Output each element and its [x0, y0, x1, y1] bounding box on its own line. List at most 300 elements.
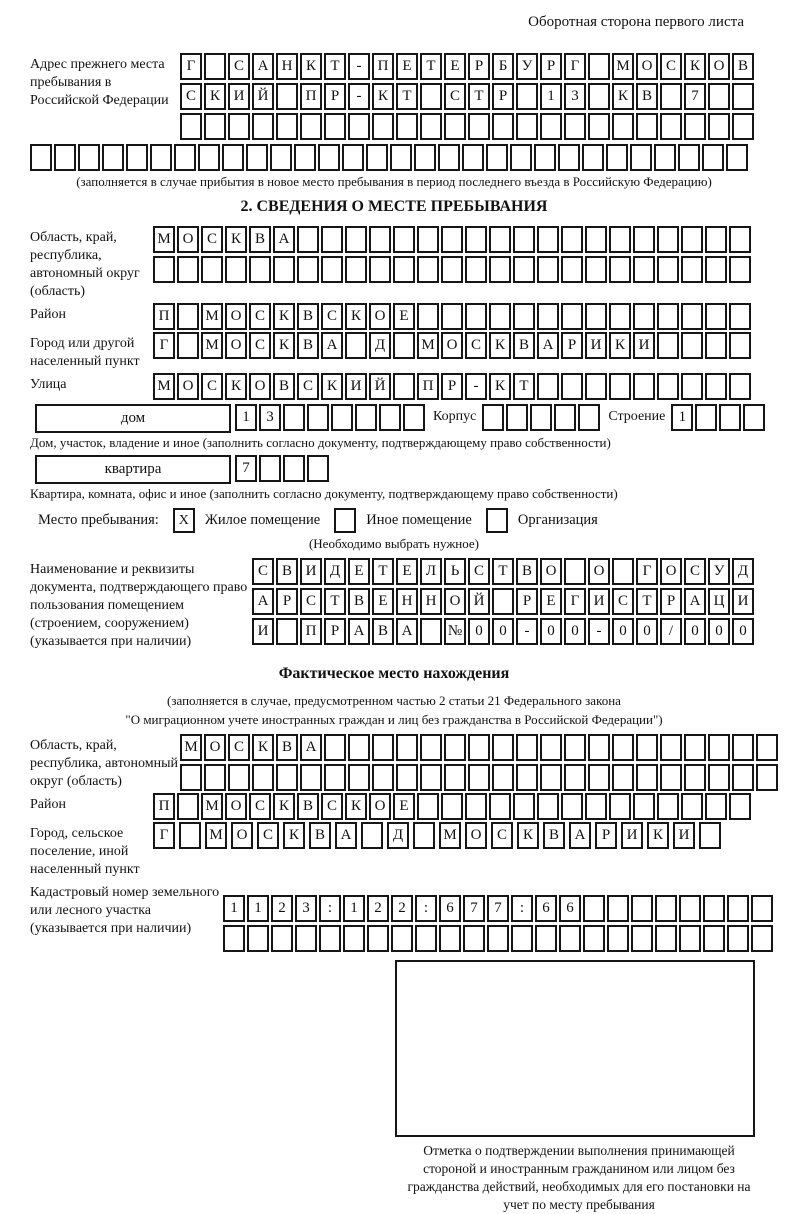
char-box[interactable] [465, 226, 487, 253]
char-box[interactable] [361, 822, 383, 849]
char-box[interactable]: 1 [671, 404, 693, 431]
char-box[interactable]: П [417, 373, 439, 400]
char-box[interactable]: В [297, 332, 319, 359]
char-box[interactable] [393, 226, 415, 253]
char-box[interactable] [660, 83, 682, 110]
char-box[interactable]: К [612, 83, 634, 110]
char-box[interactable]: О [465, 822, 487, 849]
char-box[interactable] [463, 925, 485, 952]
char-box[interactable]: 2 [367, 895, 389, 922]
char-box[interactable]: 3 [564, 83, 586, 110]
char-box[interactable]: В [273, 373, 295, 400]
char-box[interactable]: В [297, 303, 319, 330]
char-box[interactable]: Д [387, 822, 409, 849]
char-box[interactable]: 2 [391, 895, 413, 922]
char-box[interactable] [732, 764, 754, 791]
char-box[interactable] [660, 764, 682, 791]
char-box[interactable] [390, 144, 412, 171]
char-box[interactable]: К [321, 373, 343, 400]
char-box[interactable] [705, 303, 727, 330]
char-box[interactable] [153, 256, 175, 283]
char-box[interactable]: В [276, 734, 298, 761]
char-box[interactable] [558, 144, 580, 171]
char-box[interactable] [222, 144, 244, 171]
char-box[interactable] [561, 303, 583, 330]
char-box[interactable]: С [228, 53, 250, 80]
char-box[interactable]: О [249, 373, 271, 400]
char-box[interactable] [513, 303, 535, 330]
char-box[interactable]: П [300, 83, 322, 110]
char-box[interactable]: К [489, 373, 511, 400]
char-box[interactable]: Г [564, 588, 586, 615]
char-box[interactable] [588, 764, 610, 791]
char-box[interactable] [441, 303, 463, 330]
char-box[interactable] [396, 734, 418, 761]
char-box[interactable] [588, 83, 610, 110]
char-box[interactable]: 1 [247, 895, 269, 922]
char-box[interactable] [657, 256, 679, 283]
char-box[interactable]: 0 [732, 618, 754, 645]
char-box[interactable]: А [252, 53, 274, 80]
char-box[interactable]: К [225, 373, 247, 400]
char-box[interactable] [78, 144, 100, 171]
char-box[interactable] [372, 734, 394, 761]
char-box[interactable] [561, 226, 583, 253]
char-box[interactable] [321, 256, 343, 283]
char-box[interactable] [583, 895, 605, 922]
char-box[interactable]: К [489, 332, 511, 359]
char-box[interactable]: В [348, 588, 370, 615]
char-box[interactable]: В [249, 226, 271, 253]
char-box[interactable] [439, 925, 461, 952]
char-box[interactable] [726, 144, 748, 171]
char-box[interactable]: А [252, 588, 274, 615]
char-box[interactable]: Б [492, 53, 514, 80]
char-box[interactable]: Г [153, 822, 175, 849]
char-box[interactable] [343, 925, 365, 952]
char-box[interactable]: Г [153, 332, 175, 359]
char-box[interactable] [678, 144, 700, 171]
char-box[interactable]: К [300, 53, 322, 80]
char-box[interactable]: К [273, 332, 295, 359]
char-box[interactable] [703, 895, 725, 922]
char-box[interactable] [276, 764, 298, 791]
char-box[interactable] [271, 925, 293, 952]
char-box[interactable]: М [205, 822, 227, 849]
char-box[interactable]: Д [324, 558, 346, 585]
char-box[interactable] [630, 144, 652, 171]
char-box[interactable]: К [372, 83, 394, 110]
char-box[interactable]: Т [636, 588, 658, 615]
char-box[interactable] [506, 404, 528, 431]
char-box[interactable]: Е [372, 588, 394, 615]
char-box[interactable]: Т [513, 373, 535, 400]
char-box[interactable] [396, 113, 418, 140]
char-box[interactable] [391, 925, 413, 952]
char-box[interactable] [482, 404, 504, 431]
char-box[interactable] [249, 256, 271, 283]
char-box[interactable] [252, 764, 274, 791]
char-box[interactable]: О [177, 226, 199, 253]
char-box[interactable]: 6 [535, 895, 557, 922]
char-box[interactable]: Й [369, 373, 391, 400]
char-box[interactable]: В [732, 53, 754, 80]
char-box[interactable]: М [153, 226, 175, 253]
char-box[interactable]: Р [595, 822, 617, 849]
char-box[interactable]: С [201, 226, 223, 253]
char-box[interactable] [513, 256, 535, 283]
char-box[interactable] [705, 373, 727, 400]
char-box[interactable] [348, 113, 370, 140]
char-box[interactable] [30, 144, 52, 171]
char-box[interactable] [444, 113, 466, 140]
char-box[interactable] [318, 144, 340, 171]
char-box[interactable]: С [444, 83, 466, 110]
char-box[interactable]: М [201, 332, 223, 359]
char-box[interactable] [417, 303, 439, 330]
char-box[interactable]: Т [492, 558, 514, 585]
char-box[interactable] [561, 793, 583, 820]
char-box[interactable]: С [297, 373, 319, 400]
char-box[interactable] [513, 793, 535, 820]
char-box[interactable] [102, 144, 124, 171]
char-box[interactable] [348, 734, 370, 761]
char-box[interactable] [150, 144, 172, 171]
char-box[interactable] [684, 734, 706, 761]
char-box[interactable]: М [201, 303, 223, 330]
char-box[interactable] [708, 113, 730, 140]
char-box[interactable]: Т [468, 83, 490, 110]
char-box[interactable]: Д [369, 332, 391, 359]
char-box[interactable] [372, 113, 394, 140]
char-box[interactable]: Г [636, 558, 658, 585]
char-box[interactable]: - [348, 83, 370, 110]
char-box[interactable] [679, 925, 701, 952]
char-box[interactable] [756, 764, 778, 791]
char-box[interactable] [729, 303, 751, 330]
char-box[interactable] [633, 373, 655, 400]
char-box[interactable] [179, 822, 201, 849]
char-box[interactable] [489, 226, 511, 253]
char-box[interactable] [307, 455, 329, 482]
char-box[interactable] [612, 113, 634, 140]
char-box[interactable] [294, 144, 316, 171]
char-box[interactable] [228, 113, 250, 140]
char-box[interactable]: У [708, 558, 730, 585]
char-box[interactable] [444, 734, 466, 761]
char-box[interactable]: Е [396, 53, 418, 80]
char-box[interactable] [657, 226, 679, 253]
char-box[interactable] [417, 793, 439, 820]
char-box[interactable]: С [249, 303, 271, 330]
char-box[interactable] [366, 144, 388, 171]
char-box[interactable] [631, 925, 653, 952]
char-box[interactable] [441, 226, 463, 253]
char-box[interactable]: С [228, 734, 250, 761]
char-box[interactable] [756, 734, 778, 761]
char-box[interactable] [468, 113, 490, 140]
char-box[interactable]: 0 [684, 618, 706, 645]
char-box[interactable]: И [621, 822, 643, 849]
char-box[interactable] [367, 925, 389, 952]
char-box[interactable] [559, 925, 581, 952]
char-box[interactable] [355, 404, 377, 431]
char-box[interactable] [681, 303, 703, 330]
stamp-box[interactable] [395, 960, 755, 1137]
char-box[interactable] [655, 925, 677, 952]
char-box[interactable] [177, 256, 199, 283]
house-type-box[interactable]: дом [35, 404, 231, 433]
char-box[interactable]: А [537, 332, 559, 359]
char-box[interactable] [486, 144, 508, 171]
char-box[interactable]: П [153, 793, 175, 820]
char-box[interactable]: Н [396, 588, 418, 615]
char-box[interactable]: В [636, 83, 658, 110]
char-box[interactable]: Т [420, 53, 442, 80]
char-box[interactable]: К [273, 303, 295, 330]
char-box[interactable]: 0 [708, 618, 730, 645]
char-box[interactable]: / [660, 618, 682, 645]
char-box[interactable]: С [180, 83, 202, 110]
char-box[interactable]: - [516, 618, 538, 645]
char-box[interactable] [489, 793, 511, 820]
char-box[interactable]: 6 [439, 895, 461, 922]
char-box[interactable] [702, 144, 724, 171]
char-box[interactable]: А [321, 332, 343, 359]
char-box[interactable] [492, 764, 514, 791]
char-box[interactable]: М [417, 332, 439, 359]
char-box[interactable] [441, 793, 463, 820]
char-box[interactable] [727, 895, 749, 922]
char-box[interactable] [540, 113, 562, 140]
char-box[interactable] [345, 226, 367, 253]
char-box[interactable] [180, 764, 202, 791]
char-box[interactable] [204, 764, 226, 791]
char-box[interactable] [585, 303, 607, 330]
char-box[interactable] [609, 373, 631, 400]
char-box[interactable]: А [396, 618, 418, 645]
char-box[interactable]: 3 [295, 895, 317, 922]
char-box[interactable] [708, 83, 730, 110]
char-box[interactable] [259, 455, 281, 482]
char-box[interactable] [252, 113, 274, 140]
char-box[interactable] [177, 303, 199, 330]
char-box[interactable]: С [468, 558, 490, 585]
char-box[interactable] [345, 332, 367, 359]
char-box[interactable] [681, 256, 703, 283]
char-box[interactable] [606, 144, 628, 171]
char-box[interactable]: 0 [492, 618, 514, 645]
char-box[interactable] [177, 332, 199, 359]
char-box[interactable]: 2 [271, 895, 293, 922]
char-box[interactable] [684, 113, 706, 140]
char-box[interactable] [654, 144, 676, 171]
char-box[interactable] [681, 226, 703, 253]
char-box[interactable] [444, 764, 466, 791]
char-box[interactable]: Р [324, 83, 346, 110]
char-box[interactable] [633, 256, 655, 283]
char-box[interactable] [657, 793, 679, 820]
char-box[interactable]: Т [324, 53, 346, 80]
char-box[interactable]: О [588, 558, 610, 585]
char-box[interactable]: В [372, 618, 394, 645]
char-box[interactable]: Р [540, 53, 562, 80]
char-box[interactable] [465, 303, 487, 330]
char-box[interactable]: С [249, 332, 271, 359]
checkbox-other-premises[interactable] [334, 508, 356, 533]
char-box[interactable] [537, 303, 559, 330]
char-box[interactable]: С [612, 588, 634, 615]
char-box[interactable] [369, 256, 391, 283]
char-box[interactable]: 1 [235, 404, 257, 431]
char-box[interactable]: Д [732, 558, 754, 585]
char-box[interactable]: С [249, 793, 271, 820]
char-box[interactable] [465, 793, 487, 820]
char-box[interactable]: М [612, 53, 634, 80]
char-box[interactable]: С [491, 822, 513, 849]
char-box[interactable] [537, 256, 559, 283]
char-box[interactable]: 0 [540, 618, 562, 645]
char-box[interactable] [679, 895, 701, 922]
char-box[interactable]: И [673, 822, 695, 849]
char-box[interactable] [492, 734, 514, 761]
char-box[interactable] [348, 764, 370, 791]
checkbox-organization[interactable] [486, 508, 508, 533]
char-box[interactable]: Р [276, 588, 298, 615]
char-box[interactable]: № [444, 618, 466, 645]
char-box[interactable] [588, 734, 610, 761]
apartment-type-box[interactable]: квартира [35, 455, 231, 484]
char-box[interactable] [540, 764, 562, 791]
char-box[interactable]: У [516, 53, 538, 80]
char-box[interactable]: О [441, 332, 463, 359]
char-box[interactable]: К [204, 83, 226, 110]
char-box[interactable]: Ц [708, 588, 730, 615]
char-box[interactable] [705, 793, 727, 820]
char-box[interactable] [705, 332, 727, 359]
char-box[interactable]: О [369, 303, 391, 330]
char-box[interactable]: О [540, 558, 562, 585]
char-box[interactable]: Р [516, 588, 538, 615]
char-box[interactable]: Н [420, 588, 442, 615]
char-box[interactable] [300, 113, 322, 140]
char-box[interactable] [655, 895, 677, 922]
char-box[interactable]: И [228, 83, 250, 110]
char-box[interactable]: Л [420, 558, 442, 585]
char-box[interactable]: 7 [235, 455, 257, 482]
char-box[interactable] [324, 764, 346, 791]
char-box[interactable] [578, 404, 600, 431]
char-box[interactable] [276, 113, 298, 140]
char-box[interactable]: С [684, 558, 706, 585]
char-box[interactable]: Й [252, 83, 274, 110]
char-box[interactable]: Т [372, 558, 394, 585]
char-box[interactable] [468, 764, 490, 791]
char-box[interactable] [516, 764, 538, 791]
char-box[interactable] [126, 144, 148, 171]
char-box[interactable] [180, 113, 202, 140]
char-box[interactable]: 7 [463, 895, 485, 922]
char-box[interactable]: 3 [259, 404, 281, 431]
char-box[interactable] [564, 764, 586, 791]
char-box[interactable]: И [345, 373, 367, 400]
char-box[interactable] [489, 256, 511, 283]
char-box[interactable] [684, 764, 706, 791]
char-box[interactable]: К [647, 822, 669, 849]
char-box[interactable]: О [225, 793, 247, 820]
char-box[interactable]: К [684, 53, 706, 80]
char-box[interactable]: : [511, 895, 533, 922]
char-box[interactable] [228, 764, 250, 791]
char-box[interactable] [415, 925, 437, 952]
char-box[interactable] [609, 793, 631, 820]
char-box[interactable]: О [660, 558, 682, 585]
char-box[interactable]: Г [564, 53, 586, 80]
char-box[interactable]: Е [393, 793, 415, 820]
char-box[interactable] [585, 793, 607, 820]
char-box[interactable]: О [636, 53, 658, 80]
char-box[interactable]: : [415, 895, 437, 922]
char-box[interactable] [420, 618, 442, 645]
char-box[interactable] [468, 734, 490, 761]
char-box[interactable]: Р [324, 618, 346, 645]
char-box[interactable]: 1 [223, 895, 245, 922]
char-box[interactable] [174, 144, 196, 171]
char-box[interactable] [417, 256, 439, 283]
char-box[interactable] [609, 226, 631, 253]
char-box[interactable] [660, 734, 682, 761]
char-box[interactable]: Р [441, 373, 463, 400]
char-box[interactable] [537, 373, 559, 400]
char-box[interactable]: Й [468, 588, 490, 615]
char-box[interactable]: Г [180, 53, 202, 80]
char-box[interactable]: А [273, 226, 295, 253]
char-box[interactable] [729, 793, 751, 820]
char-box[interactable] [420, 83, 442, 110]
char-box[interactable]: Н [276, 53, 298, 80]
char-box[interactable] [729, 332, 751, 359]
char-box[interactable]: Р [660, 588, 682, 615]
char-box[interactable] [372, 764, 394, 791]
char-box[interactable]: М [153, 373, 175, 400]
char-box[interactable] [223, 925, 245, 952]
char-box[interactable] [283, 404, 305, 431]
char-box[interactable] [295, 925, 317, 952]
char-box[interactable]: Е [396, 558, 418, 585]
char-box[interactable]: О [204, 734, 226, 761]
char-box[interactable] [297, 256, 319, 283]
char-box[interactable]: И [585, 332, 607, 359]
char-box[interactable] [540, 734, 562, 761]
char-box[interactable]: М [439, 822, 461, 849]
char-box[interactable] [204, 53, 226, 80]
char-box[interactable]: Е [444, 53, 466, 80]
char-box[interactable]: В [543, 822, 565, 849]
char-box[interactable]: А [684, 588, 706, 615]
char-box[interactable] [273, 256, 295, 283]
char-box[interactable] [319, 925, 341, 952]
char-box[interactable] [585, 373, 607, 400]
char-box[interactable] [561, 373, 583, 400]
char-box[interactable] [564, 113, 586, 140]
char-box[interactable] [633, 303, 655, 330]
char-box[interactable] [554, 404, 576, 431]
char-box[interactable] [276, 618, 298, 645]
char-box[interactable]: С [300, 588, 322, 615]
char-box[interactable] [324, 734, 346, 761]
char-box[interactable]: А [569, 822, 591, 849]
char-box[interactable]: В [297, 793, 319, 820]
